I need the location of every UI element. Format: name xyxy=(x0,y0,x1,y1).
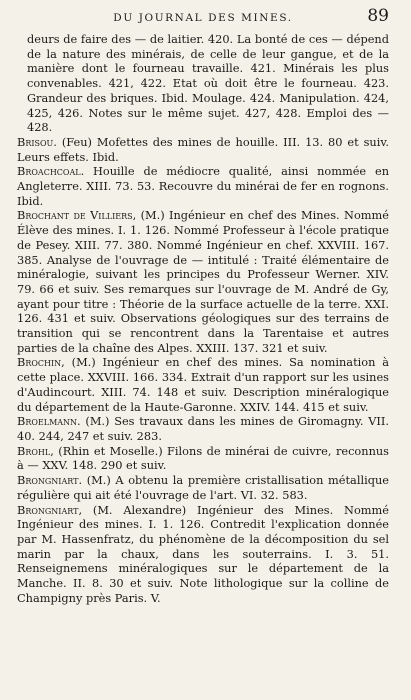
index-entry xyxy=(17,444,389,473)
entry-text: (M.) Ingénieur en chef des Mines. Nommé Élève des mines. I. 1. 126. Nommé Professeur à l'école pratique de Pesey. XIII. 77. 380. Nommé Ingénieur en chef. XXVIII. 167. 385. Analyse de l'ouvrage de — intitulé : Traité élémentaire de minéralogie, suivant les principes du Professeur Werner. XIV. 79. 66 et suiv. Ses remarques sur l'ouvrage de M. André de Gy, ayant pour titre : Théorie de la surface actuelle de la terre. XXI. 126. 431 et suiv. Observations géologiques sur des terrains de transition qui se rencontrent dans la Tarentaise et autres parties de la chaîne des Alpes. XXIII. 137. 321 et suiv. xyxy=(17,208,390,355)
index-entry xyxy=(17,164,389,208)
entry-text: (Rhin et Moselle.) Filons de minérai de cuivre, reconnus à — XXV. 148. 290 et suiv. xyxy=(17,443,389,473)
index-entry xyxy=(17,208,389,355)
entry-text: (M. Alexandre) Ingénieur des Mines. Nommé Ingénieur des mines. I. 1. 126. Contredit l'explication donnée par M. Hassenfratz, du phénomène de la décomposition du sel marin par la chaux, dans les souterrains. I. 3. 51. Renseignemens minéralogiques sur le département de la Manche. II. 8. 30 et suiv. Note lithologique sur la colline de Champigny près Paris. V. xyxy=(17,502,389,605)
index-entry xyxy=(17,355,389,414)
entry-heading: Brisou. xyxy=(17,134,57,149)
entry-text: (M.) A obtenu la première cristallisation métallique régulière qui ait été l'ouvrage de l'art. VI. 32. 583. xyxy=(17,473,389,502)
entry-text: (Feu) Mofettes des mines de houille. III. 13. 80 et suiv. Leurs effets. Ibid. xyxy=(17,134,390,164)
page-number: 89 xyxy=(367,6,389,26)
continuation-entry xyxy=(17,32,389,135)
entry-heading: Brohl, xyxy=(17,443,54,458)
entry-text: Houille de médiocre qualité, ainsi nommée en Angleterre. XIII. 73. 53. Recouvre du minérai de fer en rognons. Ibid. xyxy=(17,164,389,208)
continuation-text: deurs de faire des — de laitier. 420. La bonté de ces — dépend de la nature des minérais, de celle de leur gangue, et de la manière dont le fourneau travaille. 421. Minérais les plus convenables. 421, 422. Etat où doit être le fourneau. 423. Grandeur des briques. Ibid. Moulage. 424. Manipulation. 424, 425, 426. Notes sur le même sujet. 427, 428. Emploi des — 428. xyxy=(27,32,389,135)
index-entry xyxy=(17,503,389,606)
entry-text: (M.) Ses travaux dans les mines de Giromagny. VII. 40. 244, 247 et suiv. 283. xyxy=(17,414,390,443)
index-entry xyxy=(17,473,389,502)
index-entries xyxy=(17,32,389,605)
page-header xyxy=(17,6,389,32)
entry-heading: Brochant de Villiers, xyxy=(17,208,137,223)
entry-heading: Broelmann. xyxy=(17,414,81,429)
entry-heading: Broachcoal. xyxy=(17,164,85,179)
entry-heading: Brongniart. xyxy=(17,473,83,488)
entry-heading: Brongniart, xyxy=(17,502,83,517)
index-entry xyxy=(17,414,389,443)
running-title: DU JOURNAL DES MINES. xyxy=(113,12,293,24)
index-entry xyxy=(17,135,389,164)
entry-heading: Brochin, xyxy=(17,355,65,370)
entry-text: (M.) Ingénieur en chef des mines. Sa nomination à cette place. XXVIII. 166. 334. Extrait d'un rapport sur les usines d'Audincourt. XIII. 74. 148 et suiv. Description minéralogique du département de la Haute-Garonne. XXIV. 144. 415 et suiv. xyxy=(17,355,389,414)
